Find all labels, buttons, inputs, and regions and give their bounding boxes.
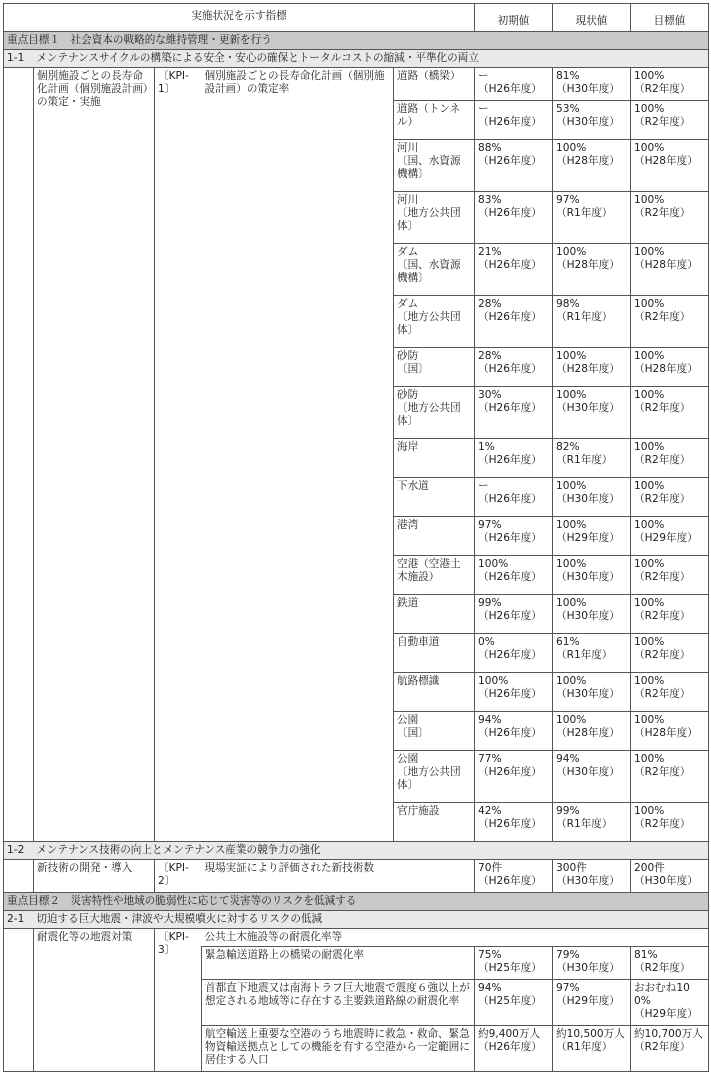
target-value: 100% （H28年度） (631, 244, 709, 296)
initial-value: 28% （H26年度） (475, 348, 553, 387)
initial-value: 70件 （H26年度） (475, 860, 553, 893)
subgoal-number: 2-1 (7, 913, 25, 925)
current-value: 100% （H30年度） (553, 673, 631, 712)
current-value: 53% （H30年度） (553, 101, 631, 140)
sector-cell: 河川 〔地方公共団体〕 (394, 192, 475, 244)
current-value: 100% （H30年度） (553, 595, 631, 634)
header-initial: 初期値 (475, 10, 553, 32)
sector-cell: ダム 〔地方公共団体〕 (394, 296, 475, 348)
sector-cell: 公園 〔国〕 (394, 712, 475, 751)
header-title: 実施状況を示す指標 (4, 4, 475, 32)
initial-value: 1% （H26年度） (475, 439, 553, 478)
current-value: 97% （H29年度） (553, 980, 631, 1026)
initial-value: 75% （H25年度） (475, 947, 553, 980)
sector-cell: 官庁施設 (394, 803, 475, 842)
subgoal-1-1 (4, 50, 709, 68)
header-target: 目標値 (631, 10, 709, 32)
initial-value: 99% （H26年度） (475, 595, 553, 634)
target-value: 約10,700万人 （R2年度） (631, 1026, 709, 1072)
current-value: 82% （R1年度） (553, 439, 631, 478)
current-value: 98% （R1年度） (553, 296, 631, 348)
kpi-1-name: 個別施設ごとの長寿命化計画（個別施設計画）の策定率 (202, 68, 394, 842)
sector-cell: 砂防 〔地方公共団体〕 (394, 387, 475, 439)
subgoal-row-1-1 (4, 50, 709, 68)
table-row (4, 68, 709, 101)
indent-cell (4, 68, 34, 842)
initial-value: 94% （H26年度） (475, 712, 553, 751)
subgoal-title: 切迫する巨大地震・津波や大規模噴火に対するリスクの低減 (36, 913, 323, 925)
goal-2-title: 重点目標２ 災害特性や地域の脆弱性に応じて災害等のリスクを低減する (4, 893, 709, 911)
current-value: 100% （H28年度） (553, 712, 631, 751)
target-value: 100% （R2年度） (631, 478, 709, 517)
kpi-3-item: 緊急輸送道路上の橋梁の耐震化率 (202, 947, 475, 980)
indent-cell (4, 860, 34, 893)
subgoal-title: メンテナンス技術の向上とメンテナンス産業の競争力の強化 (36, 844, 321, 856)
initial-value: 88% （H26年度） (475, 140, 553, 192)
sector-cell: 砂防 〔国〕 (394, 348, 475, 387)
sector-cell: 道路（橋梁） (394, 68, 475, 101)
sector-cell: ダム 〔国、水資源機構〕 (394, 244, 475, 296)
initial-value: 約9,400万人 （H26年度） (475, 1026, 553, 1072)
measure-quake: 耐震化等の地震対策 (34, 929, 155, 1072)
current-value: 81% （H30年度） (553, 68, 631, 101)
initial-value: ー （H26年度） (475, 478, 553, 517)
indent-cell (4, 929, 34, 1072)
target-value: 100% （R2年度） (631, 68, 709, 101)
target-value: 100% （R2年度） (631, 751, 709, 803)
sector-cell: 河川 〔国、水資源機構〕 (394, 140, 475, 192)
subgoal-1-2 (4, 842, 709, 860)
sector-cell: 海岸 (394, 439, 475, 478)
sector-cell: 道路（トンネル） (394, 101, 475, 140)
initial-value: 28% （H26年度） (475, 296, 553, 348)
subgoal-number: 1-1 (7, 52, 25, 64)
sector-cell: 下水道 (394, 478, 475, 517)
kpi-2-code: 〔KPI-2〕 (155, 860, 202, 893)
kpi-3-item: 航空輸送上重要な空港のうち地震時に救急・救命、緊急物資輸送拠点としての機能を有する空港から一定範囲に居住する人口 (202, 1026, 475, 1072)
sector-cell: 航路標識 (394, 673, 475, 712)
initial-value: 42% （H26年度） (475, 803, 553, 842)
target-value: 100% （R2年度） (631, 439, 709, 478)
sector-cell: 港湾 (394, 517, 475, 556)
subgoal-row-2-1 (4, 911, 709, 929)
target-value: 100% （R2年度） (631, 387, 709, 439)
goal-1-title: 重点目標１ 社会資本の戦略的な維持管理・更新を行う (4, 32, 709, 50)
current-value: 79% （H30年度） (553, 947, 631, 980)
current-value: 100% （H30年度） (553, 387, 631, 439)
initial-value: 100% （H26年度） (475, 673, 553, 712)
target-value: 100% （H28年度） (631, 712, 709, 751)
target-value: 100% （R2年度） (631, 803, 709, 842)
target-value: 100% （R2年度） (631, 192, 709, 244)
target-value: おおむね100% （H29年度） (631, 980, 709, 1026)
current-value: 61% （R1年度） (553, 634, 631, 673)
initial-value: 94% （H25年度） (475, 980, 553, 1026)
goal-row-1 (4, 32, 709, 50)
measure-lifespan: 個別施設ごとの長寿命化計画（個別施設計画）の策定・実施 (34, 68, 155, 842)
subgoal-number: 1-2 (7, 844, 25, 856)
initial-value: 30% （H26年度） (475, 387, 553, 439)
initial-value: 21% （H26年度） (475, 244, 553, 296)
kpi-2-name: 現場実証により評価された新技術数 (202, 860, 475, 893)
initial-value: ー （H26年度） (475, 101, 553, 140)
target-value: 100% （R2年度） (631, 296, 709, 348)
target-value: 100% （H28年度） (631, 348, 709, 387)
target-value: 100% （H29年度） (631, 517, 709, 556)
kpi-table (3, 3, 709, 1072)
initial-value: 100% （H26年度） (475, 556, 553, 595)
current-value: 94% （H30年度） (553, 751, 631, 803)
initial-value: 0% （H26年度） (475, 634, 553, 673)
table-row (4, 929, 709, 947)
subgoal-row-1-2 (4, 842, 709, 860)
sector-cell: 鉄道 (394, 595, 475, 634)
current-value: 100% （H28年度） (553, 244, 631, 296)
measure-newtech: 新技術の開発・導入 (34, 860, 155, 893)
current-value: 100% （H29年度） (553, 517, 631, 556)
subgoal-2-1 (4, 911, 709, 929)
target-value: 100% （H28年度） (631, 140, 709, 192)
kpi-3-code: 〔KPI-3〕 (155, 929, 202, 1072)
kpi-3-name: 公共土木施設等の耐震化率等 (202, 929, 709, 947)
kpi-1-code: 〔KPI-1〕 (155, 68, 202, 842)
target-value: 100% （R2年度） (631, 595, 709, 634)
current-value: 100% （H30年度） (553, 556, 631, 595)
current-value: 300件 （H30年度） (553, 860, 631, 893)
initial-value: 97% （H26年度） (475, 517, 553, 556)
current-value: 100% （H28年度） (553, 348, 631, 387)
target-value: 100% （R2年度） (631, 101, 709, 140)
subgoal-title: メンテナンスサイクルの構築による安全・安心の確保とトータルコストの縮減・平準化の両立 (36, 52, 479, 64)
initial-value: 83% （H26年度） (475, 192, 553, 244)
current-value: 97% （R1年度） (553, 192, 631, 244)
current-value: 100% （H30年度） (553, 478, 631, 517)
header-current: 現状値 (553, 10, 631, 32)
current-value: 99% （R1年度） (553, 803, 631, 842)
current-value: 100% （H28年度） (553, 140, 631, 192)
target-value: 100% （R2年度） (631, 556, 709, 595)
sector-cell: 空港（空港土木施設） (394, 556, 475, 595)
target-value: 200件 （H30年度） (631, 860, 709, 893)
initial-value: 77% （H26年度） (475, 751, 553, 803)
target-value: 100% （R2年度） (631, 673, 709, 712)
current-value: 約10,500万人 （R1年度） (553, 1026, 631, 1072)
target-value: 100% （R2年度） (631, 634, 709, 673)
sector-cell: 公園 〔地方公共団体〕 (394, 751, 475, 803)
goal-row-2 (4, 893, 709, 911)
kpi-3-item: 首都直下地震又は南海トラフ巨大地震で震度６強以上が想定される地域等に存在する主要鉄道路線の耐震化率 (202, 980, 475, 1026)
table-row (4, 860, 709, 893)
initial-value: ー （H26年度） (475, 68, 553, 101)
sector-cell: 自動車道 (394, 634, 475, 673)
target-value: 81% （R2年度） (631, 947, 709, 980)
